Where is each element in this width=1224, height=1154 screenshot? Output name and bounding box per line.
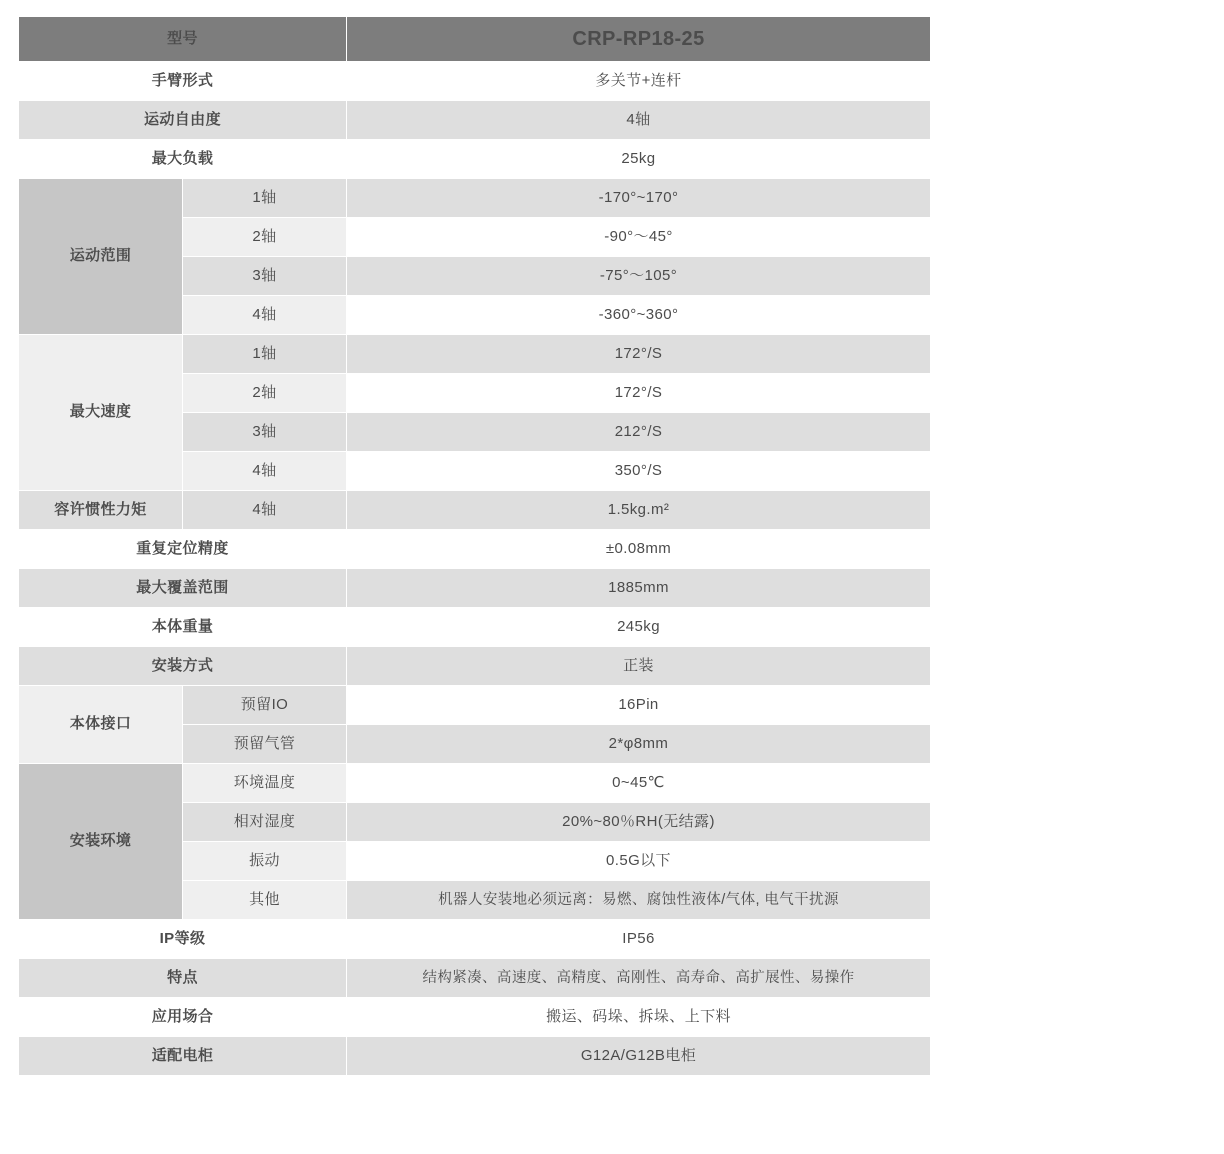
row-value: 172°/S — [347, 335, 931, 374]
table-row-environment — [19, 764, 931, 803]
row-value: 1.5kg.m² — [347, 491, 931, 530]
table-row-max-speed — [19, 335, 931, 374]
sub-label: 其他 — [183, 881, 347, 920]
group-label-environment: 安装环境 — [19, 764, 183, 920]
sub-label: 预留气管 — [183, 725, 347, 764]
row-value: 2*φ8mm — [347, 725, 931, 764]
row-value: 多关节+连杆 — [347, 62, 931, 101]
table-row-motion-range — [19, 179, 931, 218]
row-label: 应用场合 — [19, 998, 347, 1037]
table-row — [19, 569, 931, 608]
row-value: 20%~80％RH(无结露) — [347, 803, 931, 842]
row-value: 正装 — [347, 647, 931, 686]
row-value: 16Pin — [347, 686, 931, 725]
table-row — [19, 998, 931, 1037]
sub-label-axis: 3轴 — [183, 413, 347, 452]
row-value: 4轴 — [347, 101, 931, 140]
sub-label-axis: 4轴 — [183, 452, 347, 491]
row-value: -90°～45° — [347, 218, 931, 257]
table-row — [19, 140, 931, 179]
table-row — [19, 920, 931, 959]
group-label-max-speed: 最大速度 — [19, 335, 183, 491]
table-row — [19, 959, 931, 998]
sub-label-axis: 2轴 — [183, 374, 347, 413]
row-value: 结构紧凑、高速度、高精度、高刚性、高寿命、高扩展性、易操作 — [347, 959, 931, 998]
row-value: -75°～105° — [347, 257, 931, 296]
table-row — [19, 608, 931, 647]
row-label: 最大负载 — [19, 140, 347, 179]
row-value: 0.5G以下 — [347, 842, 931, 881]
sub-label-axis: 4轴 — [183, 491, 347, 530]
header-value: CRP-RP18-25 — [347, 17, 931, 62]
row-label: 手臂形式 — [19, 62, 347, 101]
row-label: 适配电柜 — [19, 1037, 347, 1076]
row-value: 172°/S — [347, 374, 931, 413]
sub-label-axis: 4轴 — [183, 296, 347, 335]
row-value: 212°/S — [347, 413, 931, 452]
table-row — [19, 647, 931, 686]
table-row — [19, 101, 931, 140]
table-header-row — [19, 17, 931, 62]
sub-label-axis: 3轴 — [183, 257, 347, 296]
row-value: 350°/S — [347, 452, 931, 491]
row-value: ±0.08mm — [347, 530, 931, 569]
table-row-interface — [19, 686, 931, 725]
sub-label: 振动 — [183, 842, 347, 881]
group-label-inertia: 容许惯性力矩 — [19, 491, 183, 530]
row-value: -360°~360° — [347, 296, 931, 335]
row-value: 机器人安装地必须远离：易燃、腐蚀性液体/气体, 电气干扰源 — [347, 881, 931, 920]
table-row — [19, 1037, 931, 1076]
table-row-inertia — [19, 491, 931, 530]
row-label: 安装方式 — [19, 647, 347, 686]
row-value: 0~45℃ — [347, 764, 931, 803]
row-label: 本体重量 — [19, 608, 347, 647]
header-label: 型号 — [19, 17, 347, 62]
table-row — [19, 530, 931, 569]
row-label: 重复定位精度 — [19, 530, 347, 569]
sub-label-axis: 1轴 — [183, 335, 347, 374]
row-value: 1885mm — [347, 569, 931, 608]
row-label: 特点 — [19, 959, 347, 998]
row-label: IP等级 — [19, 920, 347, 959]
row-label: 最大覆盖范围 — [19, 569, 347, 608]
row-value: G12A/G12B电柜 — [347, 1037, 931, 1076]
row-label: 运动自由度 — [19, 101, 347, 140]
row-value: 搬运、码垛、拆垛、上下料 — [347, 998, 931, 1037]
group-label-interface: 本体接口 — [19, 686, 183, 764]
sub-label: 预留IO — [183, 686, 347, 725]
row-value: 245kg — [347, 608, 931, 647]
sub-label-axis: 2轴 — [183, 218, 347, 257]
sub-label-axis: 1轴 — [183, 179, 347, 218]
sub-label: 相对湿度 — [183, 803, 347, 842]
table-row — [19, 62, 931, 101]
sub-label: 环境温度 — [183, 764, 347, 803]
row-value: 25kg — [347, 140, 931, 179]
row-value: -170°~170° — [347, 179, 931, 218]
group-label-motion-range: 运动范围 — [19, 179, 183, 335]
specification-table — [18, 16, 931, 1076]
row-value: IP56 — [347, 920, 931, 959]
